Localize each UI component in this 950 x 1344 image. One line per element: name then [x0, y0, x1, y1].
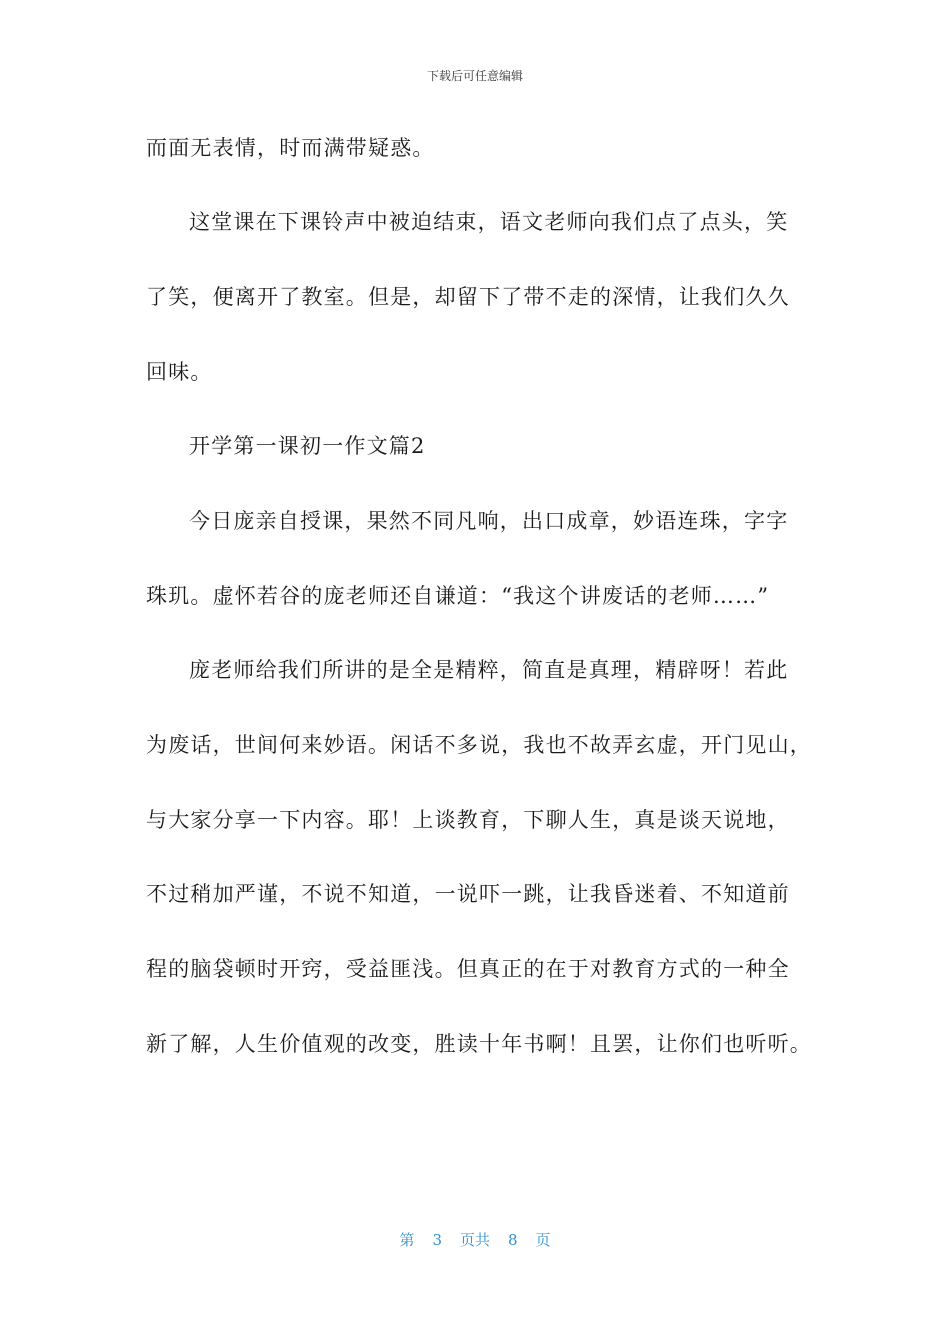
paragraph-line: 今日庞亲自授课，果然不同凡响，出口成章，妙语连珠，字字	[189, 509, 789, 533]
page-label-prefix: 第	[399, 1231, 415, 1249]
page-label-mid: 页共	[459, 1231, 490, 1249]
paragraph-line: 庞老师给我们所讲的是全是精粹，简直是真理，精辟呀！若此	[189, 658, 789, 682]
page-label-suffix: 页	[535, 1231, 551, 1249]
page-header: 下载后可任意编辑	[426, 69, 523, 83]
page-current: 3	[432, 1231, 442, 1249]
paragraph-line: 程的脑袋顿时开窍，受益匪浅。但真正的在于对教育方式的一种全	[146, 957, 790, 981]
paragraph-line: 了笑，便离开了教室。但是，却留下了带不走的深情，让我们久久	[146, 285, 790, 309]
paragraph-line: 而面无表情，时而满带疑惑。	[146, 136, 435, 160]
paragraph-line: 珠玑。虚怀若谷的庞老师还自谦道：“我这个讲废话的老师……”	[146, 584, 770, 608]
paragraph-line: 与大家分享一下内容。耶！上谈教育，下聊人生，真是谈天说地，	[146, 808, 790, 832]
paragraph-line: 不过稍加严谨，不说不知道，一说吓一跳，让我昏迷着、不知道前	[146, 882, 790, 906]
page-footer	[0, 1229, 950, 1250]
page-total: 8	[508, 1231, 518, 1249]
paragraph-line: 新了解，人生价值观的改变，胜读十年书啊！且罢，让你们也听听。	[146, 1032, 812, 1056]
section-heading: 开学第一课初一作文篇2	[189, 434, 426, 458]
paragraph-line: 这堂课在下课铃声中被迫结束，语文老师向我们点了点头，笑	[189, 210, 789, 234]
paragraph-line: 为废话，世间何来妙语。闲话不多说，我也不故弄玄虚，开门见山，	[146, 733, 812, 757]
paragraph-line: 回味。	[146, 360, 213, 384]
